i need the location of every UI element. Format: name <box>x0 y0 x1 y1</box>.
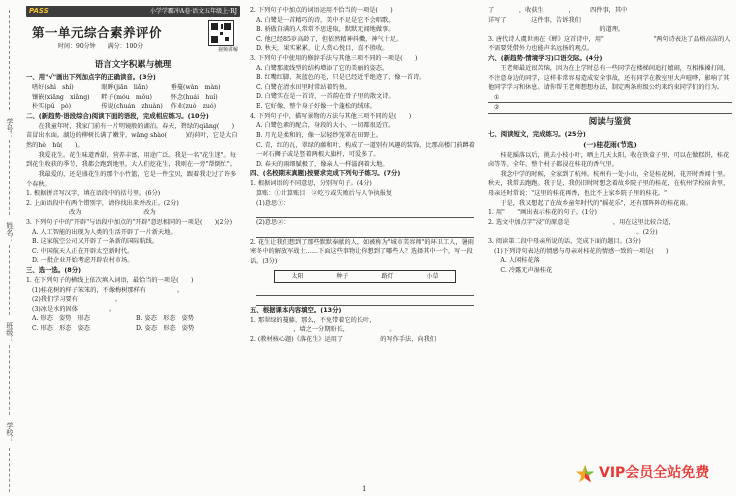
option-d[interactable]: D. 春天的雨细腻极了，像亲人一样滋润着大地。 <box>256 160 389 168</box>
word-item[interactable]: 朴实(pǔ pò) <box>32 103 72 111</box>
sub-question: 2. 上面语段中有两个错别字，请你找出来并改正。(2分) <box>26 199 179 207</box>
question-3: 3. 下列句子中使用的修辞手法与其他三项不同的一项是( ) <box>250 55 418 63</box>
option-d[interactable]: D. 一批企业开始考虑开辟农村市场。 <box>32 257 134 265</box>
reading-paragraph: 桂花摇落以后，挑去小枝小叶，晒上几天太阳，收在铁盒子里，可以在做糕饼，桂花卤等等。全年，整个村子都浸在桂花的香气里。 <box>488 151 730 169</box>
option-e[interactable]: E. 它好像，整个身子好像一个蓬松的绒球。 <box>256 103 376 111</box>
word-item[interactable]: 镶嵌(xiāng xiǎng) <box>32 93 90 101</box>
option-a[interactable]: A. 白鹭色素的配合，身段的大小，一切都很适宜。 <box>256 122 395 130</box>
choice-streetlamp[interactable]: 路灯 <box>381 272 394 280</box>
choice-sun[interactable]: 太阳 <box>291 272 304 280</box>
question-4: 4. 下列句子中，描写景物的方法与其他三项不同的是( ) <box>250 112 412 120</box>
word-item[interactable]: 垂蔓(wàn màn) <box>170 84 221 92</box>
name-label: 姓名： <box>5 222 14 243</box>
option-b[interactable]: B. 红嘴红脚，灰蓝色的毛，只是已经近乎绝迹了，像一首诗。 <box>256 74 426 82</box>
sub-question: (1)下列诗句表达的情感与母亲对桂花的情感一致的一项是( ) <box>494 247 669 255</box>
sub-question: 1. 根据词语的不同意思，分别写句子。(4分) <box>250 180 372 188</box>
column-left <box>26 6 240 334</box>
sub-question: 2. 花生让我们想到了那些默默奉献的人，如被称为"城市美容师"的环卫工人，暑雨寒冬中的解放军战士……下面这些事物让你想到了哪些人？选择其中一个，写一段话。(3分) <box>250 238 474 265</box>
page-number: 1 <box>362 485 367 493</box>
option-c[interactable]: C. 冷露无声湿桂花 <box>488 266 553 274</box>
title-block <box>26 17 240 57</box>
qr-caption: 视频讲解 <box>217 47 238 53</box>
section-7-title: 七、阅读短文，完成练习。(25分) <box>488 130 586 139</box>
fill-sentence[interactable]: 2. (教材核心题)《落花生》运用了 的写作手法，向我们 <box>250 335 436 343</box>
sub-question: 1. 在下列句子的横线上依次填入词语，最恰当的一项是( ) <box>26 276 194 284</box>
choice-options <box>26 314 240 333</box>
answer-line-2[interactable]: ② <box>488 103 732 114</box>
word-item[interactable]: 传说(chuán zhuàn) <box>101 103 163 111</box>
student-id-label: 学号： <box>5 118 14 139</box>
answer-line[interactable] <box>256 228 474 238</box>
option-a[interactable]: A. 白鹭是一首精巧的诗，美中不足是它不会唱歌。 <box>256 16 395 24</box>
choice-seed[interactable]: 种子 <box>336 272 349 280</box>
series-name: 小学学霸冲A卷·语文五年级上·RJ <box>149 7 237 15</box>
reading-paragraph: 于是，我又想起了在故乡童年时代的"摇花乐"，还有那阵阵的桂花雨。 <box>488 199 692 207</box>
sub-question: 。(2分) <box>488 228 658 236</box>
fill-line[interactable]: 的道理。 <box>488 26 625 34</box>
option-a[interactable]: A. 形态 姿势 形态 <box>32 315 90 323</box>
question-3-title: 3. 下列句子中的"开辟"与语段中加点的"开辟"意思相同的一项是( )(2分) <box>26 218 233 226</box>
brand-logo: PASS <box>29 7 49 16</box>
sub-question: 1. 用" "画出表示桂花的句子。(1分) <box>488 209 597 217</box>
sub-question: 3. 阅读第二段中母亲所说的话，完成下面的题目。(3分) <box>488 238 641 246</box>
reading-paragraph: 我念中学的时候，全家到了杭州。杭州有一处小山，全是桂花树，花开时香闻十里。秋天，我常去跑跑。我于是，我仍旧时时想念着故乡院子里的桂花，在杭州学校宿舍里，母亲还时常说："这里的桂花再香，也比不上家乡院子里的桂花。" <box>488 170 730 198</box>
binding-line <box>9 140 11 215</box>
option-c[interactable]: C. 中国航天人正在开辟太空新时代。 <box>32 247 134 255</box>
fill-sentence[interactable]: (1)桂花树的样子笨笨的，不像梅树那样有 。 <box>32 286 184 294</box>
exam-meta: 时间：90分钟 满分：100分 <box>58 43 144 50</box>
word-meanings: 算账：①计算账目 ②吃亏或失败后与人争执报复 <box>256 189 393 197</box>
option-b[interactable]: B. 月光是柔和的，像一层轻纱笼罩在田野上。 <box>256 131 383 139</box>
answer-line-1[interactable]: ① <box>488 93 732 104</box>
binding-line <box>9 448 11 492</box>
binding-line <box>9 345 11 415</box>
passage-paragraph: 在我童年时，我家门前有一片明镜般的湖泊。春天，碧绿的qiāng( )苗冒出水面。湖边的柳树长满了嫩芽，wǎng shào( )的荷叶，它是大自然的hè hū( )。 <box>26 122 238 150</box>
school-label: 学校： <box>5 422 14 443</box>
fill-sentence[interactable]: (2)我们学习要有 。 <box>32 296 122 304</box>
option-d[interactable]: D. 秋天，果实累累，让人赏心悦目，喜不胜收。 <box>256 45 389 53</box>
section-4-title: 四、(名校期末真题)按要求完成下列句子练习。(7分) <box>250 169 401 178</box>
meaning-1-prompt: (1)意思①： <box>256 199 290 207</box>
option-a[interactable]: A. 人工智能的出现为人类的生活开辟了一片新天地。 <box>32 228 177 236</box>
vip-watermark[interactable] <box>575 463 709 485</box>
sub-question: 1. 根据拼音写汉字，填在语段中的括号里。(6分) <box>26 190 161 198</box>
option-d[interactable]: D. 白鹭实在是一首诗，一首韵在骨子里的散文诗。 <box>256 93 395 101</box>
column-middle <box>250 6 480 345</box>
section-3-title: 三、选一选。(8分) <box>26 265 82 274</box>
qr-code-icon[interactable] <box>208 20 234 46</box>
question-3: 3. 唐代诗人虞世南在《蝉》这首诗中，用" "两句诗表达了品格高洁的人不需要凭借外力也能声名远扬的观点。 <box>488 35 731 53</box>
section-5-title: 五、根据课本内容填空。(13分) <box>250 305 342 314</box>
word-item[interactable]: 畔子(móu mǒu) <box>101 93 152 101</box>
section-heading: 语言文字积累与梳理 <box>94 60 172 70</box>
word-item[interactable]: 眼眸(jiān liǎn) <box>101 84 148 92</box>
option-b[interactable]: B. 姿态 形态 姿势 <box>136 315 194 323</box>
option-b[interactable]: B. 骄傲自满的人常常不思进取，默默无闻地做事。 <box>256 26 395 34</box>
option-c[interactable]: C. 他已经85岁高龄了，但依然精神抖擞，神气十足。 <box>256 35 403 43</box>
binding-line <box>9 10 11 110</box>
fill-sentence[interactable]: ，墙之一分期盼长， 。 <box>250 326 396 334</box>
answer-line[interactable] <box>256 208 474 218</box>
pinyin-word-list <box>26 83 240 112</box>
sub-question: 2. 选文中加点字"浸"的原意是 ，用在这里比较合适， <box>488 218 675 226</box>
fill-sentence[interactable]: 1. 那翠绿的蔓藤，那么，不免带着它的长叶， <box>250 316 376 324</box>
fill-line[interactable]: 详写了 这件事，告诉我们 <box>488 16 631 24</box>
star-icon <box>575 464 595 484</box>
vip-text: VIP会员全站免费 <box>599 465 710 481</box>
word-item[interactable]: 怀念(huái huí) <box>170 93 218 101</box>
correction-blanks[interactable]: 改为 改为 <box>32 209 156 217</box>
option-a[interactable]: A. 白鹭那流线型的结构增添了它的美丽的姿态。 <box>256 64 389 72</box>
question-2-title: 二、(新趋势·语段综合)阅读下面的语段，完成相应练习。(10分) <box>26 111 209 120</box>
scenario-text: 王老师最近很苦恼，因为在上学时总有一些同学在楼梯间追打嬉闹，互相推搡打闹，不注意身边的同学，这样非常容易造成安全事故，还有同学在教室里大声喧哗，影响了其他同学学习和休息。请你帮王老师想想办法，制定两条班级公约来约束同学们的行为。 <box>488 64 730 92</box>
section-heading: 阅读与鉴赏 <box>588 117 632 128</box>
page-title: 第一单元综合素养评价 <box>32 25 163 40</box>
passage-paragraph: 我爱花生。花生味道香甜，营养丰富，用途广泛。我是一名"花生迷"。每到花生收获的季节，我都会跑到地里，大人们挖花生，我则在一旁"帮倒忙"。 <box>26 151 236 169</box>
answer-line[interactable] <box>256 296 474 306</box>
choice-grass[interactable]: 小草 <box>426 272 439 280</box>
option-c[interactable]: C. 青，红的瓦，翠绿的藤和叶，构成了一道别有风趣的装饰，比那高楼门前蹲着一对石狮子或是竖着两根大旗杆，可爱多了。 <box>256 141 475 159</box>
word-item[interactable]: 作业(zuò zuó) <box>170 103 216 111</box>
binding-margin <box>0 0 22 496</box>
column-right <box>488 6 732 276</box>
word-choice-bar <box>274 270 456 283</box>
fill-line[interactable]: 了 ，收获生 ， 四件事，其中 <box>488 7 628 14</box>
exam-header-bar <box>26 6 240 17</box>
meaning-2-prompt: (2)意思②： <box>256 219 290 227</box>
fill-sentence[interactable]: (3)冰是水的固体 。 <box>32 305 116 313</box>
option-d[interactable]: D. 姿态 形态 姿势 <box>136 324 195 332</box>
class-label: 班级： <box>5 322 14 343</box>
passage-paragraph: 我最爱的，还是盛花生的那个小竹篮，它是一件宝贝，跟着我走过了许多个春秋。 <box>26 170 237 188</box>
option-c[interactable]: C. 白鹭在清水田里时常站着钓鱼。 <box>256 83 352 91</box>
reading-title: (一)桂花雨(节选) <box>583 141 637 150</box>
word-item[interactable]: 嗜好(shì shí) <box>32 84 74 92</box>
answer-line[interactable] <box>256 286 474 296</box>
option-a[interactable]: A. 人闲桂花落 <box>488 257 540 265</box>
question-2: 2. 下列句子中加点的词语运用不恰当的一项是( ) <box>250 7 393 14</box>
binding-line <box>9 245 11 315</box>
option-b[interactable]: B. 这家航空公司又开辟了一条新的国际航线。 <box>32 238 159 246</box>
question-1-title: 一、用"√"画出下列加点字的正确读音。(3分) <box>26 73 156 82</box>
section-6-title: 六、(新趋势·情境学习)口语交际。(4分) <box>488 54 603 63</box>
option-c[interactable]: C. 形态 形态 姿态 <box>32 324 90 332</box>
